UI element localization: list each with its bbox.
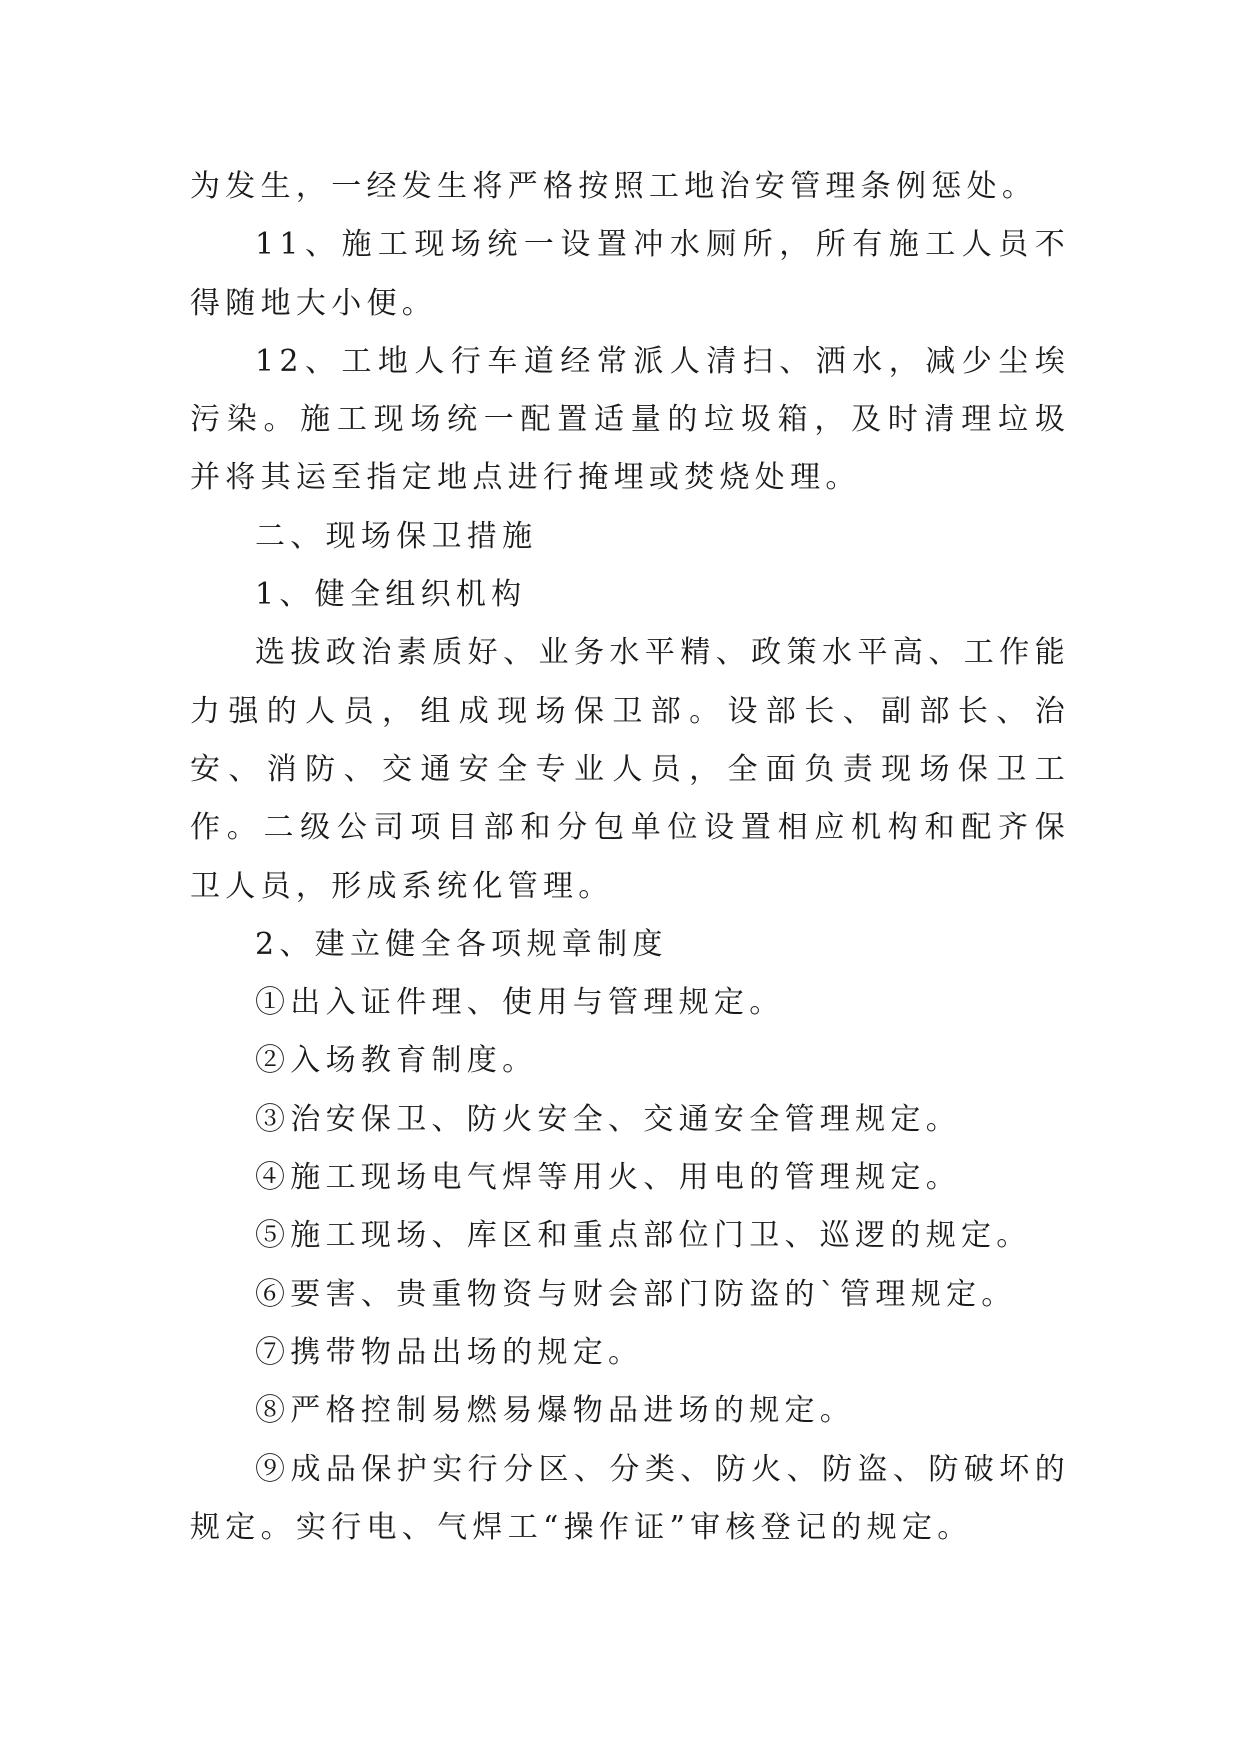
paragraph-2: 11、施工现场统一设置冲水厕所，所有施工人员不得随地大小便。 (190, 227, 1070, 321)
document-body (190, 158, 1070, 1557)
paragraph-1: 为发生，一经发生将严格按照工地治安管理条例惩处。 (190, 169, 1038, 204)
list-item-5: ⑤施工现场、库区和重点部位门卫、巡逻的规定。 (255, 1218, 1032, 1254)
list-item-1: ①出入证件理、使用与管理规定。 (255, 985, 785, 1021)
paragraph-6: 选拔政治素质好、业务水平精、政策水平高、工作能力强的人员，组成现场保卫部。设部长、副部长、治安、消防、交通安全专业人员，全面负责现场保卫工作。二级公司项目部和分包单位设置相应机构和配齐保卫人员，形成系统化管理。 (190, 635, 1070, 904)
list-item-6: ⑥要害、贵重物资与财会部门防盗的`管理规定。 (255, 1276, 1017, 1312)
paragraph-3: 12、工地人行车道经常派人清扫、洒水，减少尘埃污染。施工现场统一配置适量的垃圾箱，及时清理垃圾并将其运至指定地点进行掩埋或焚烧处理。 (190, 343, 1070, 496)
subsection-heading-2: 2、建立健全各项规章制度 (255, 926, 668, 962)
list-item-9: ⑨成品保护实行分区、分类、防火、防盗、防破坏的规定。实行电、气焊工“操作证”审核登记的规定。 (190, 1451, 1070, 1545)
list-item-4: ④施工现场电气焊等用火、用电的管理规定。 (255, 1160, 961, 1196)
section-heading: 二、现场保卫措施 (255, 518, 538, 554)
subsection-heading-1: 1、健全组织机构 (255, 577, 527, 613)
list-item-7: ⑦携带物品出场的规定。 (255, 1334, 644, 1370)
list-item-8: ⑧严格控制易燃易爆物品进场的规定。 (255, 1393, 856, 1429)
list-item-3: ③治安保卫、防火安全、交通安全管理规定。 (255, 1101, 961, 1137)
list-item-2: ②入场教育制度。 (255, 1043, 538, 1079)
